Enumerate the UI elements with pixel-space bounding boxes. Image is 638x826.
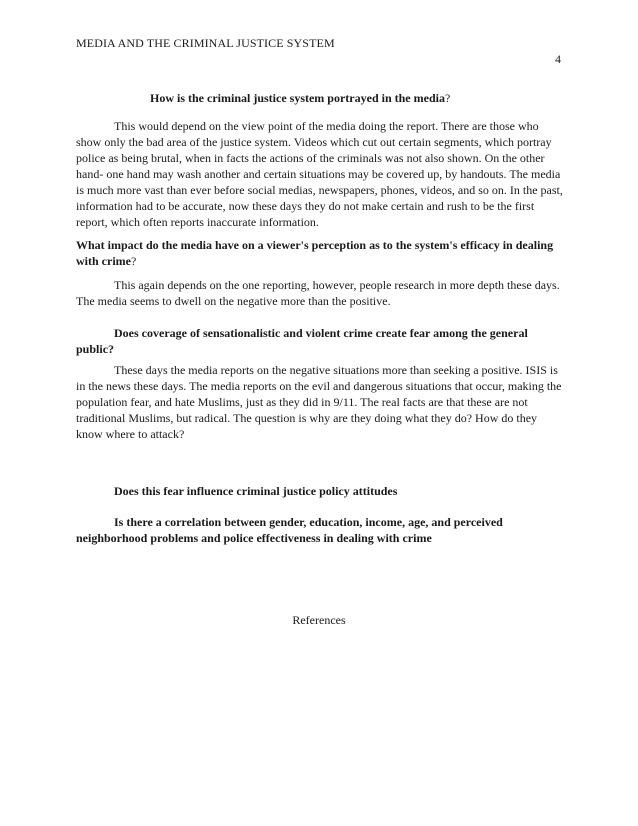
- paragraph-impact: This again depends on the one reporting, however, people research in more depth these days. The media seems to dwell on the negative more than the positive.: [76, 278, 560, 308]
- question-heading-correlation: Is there a correlation between gender, education, income, age, and perceived neighborhood problems and police effectiveness in dealing with crime: [76, 515, 503, 545]
- question-heading-portrayal: [150, 91, 450, 106]
- question-mark: ?: [444, 91, 451, 105]
- question-text: What impact do the media have on a viewer's perception as to the system's efficacy in dealing with crime: [76, 238, 554, 268]
- question-heading-fear: Does coverage of sensationalistic and violent crime create fear among the general public?: [76, 326, 528, 356]
- page-number: 4: [555, 52, 561, 66]
- running-head: MEDIA AND THE CRIMINAL JUSTICE SYSTEM: [76, 36, 335, 50]
- paragraph-portrayal: This would depend on the view point of the media doing the report. There are those who show only the bad area of the justice system. Videos which cut out certain segments, which portray police as being brutal, when in facts the actions of the criminals was not also shown. On the other hand- one hand may wash another and certain situations may be covered up, by handouts. The media is much more vast than ever before social medias, newspapers, phones, videos, and so on. In the past, information had to be accurate, now these days they do not make certain and rush to be the first report, which often reports inaccurate information.: [76, 119, 563, 229]
- paragraph-fear: These days the media reports on the negative situations more than seeking a positive. ISIS is in the news these days. The media reports on the evil and dangerous situations that occur, making the population fear, and hate Muslims, just as they did in 9/11. The real facts are that these are not traditional Muslims, but radical. The question is why are they doing what they do? How do they know where to attack?: [76, 363, 562, 441]
- question-heading-policy: Does this fear influence criminal justice policy attitudes: [114, 484, 398, 498]
- question-text: How is the criminal justice system portrayed in the media: [150, 91, 445, 105]
- question-mark: ?: [130, 254, 137, 268]
- question-heading-impact: [76, 237, 566, 269]
- references-heading: References: [292, 613, 346, 627]
